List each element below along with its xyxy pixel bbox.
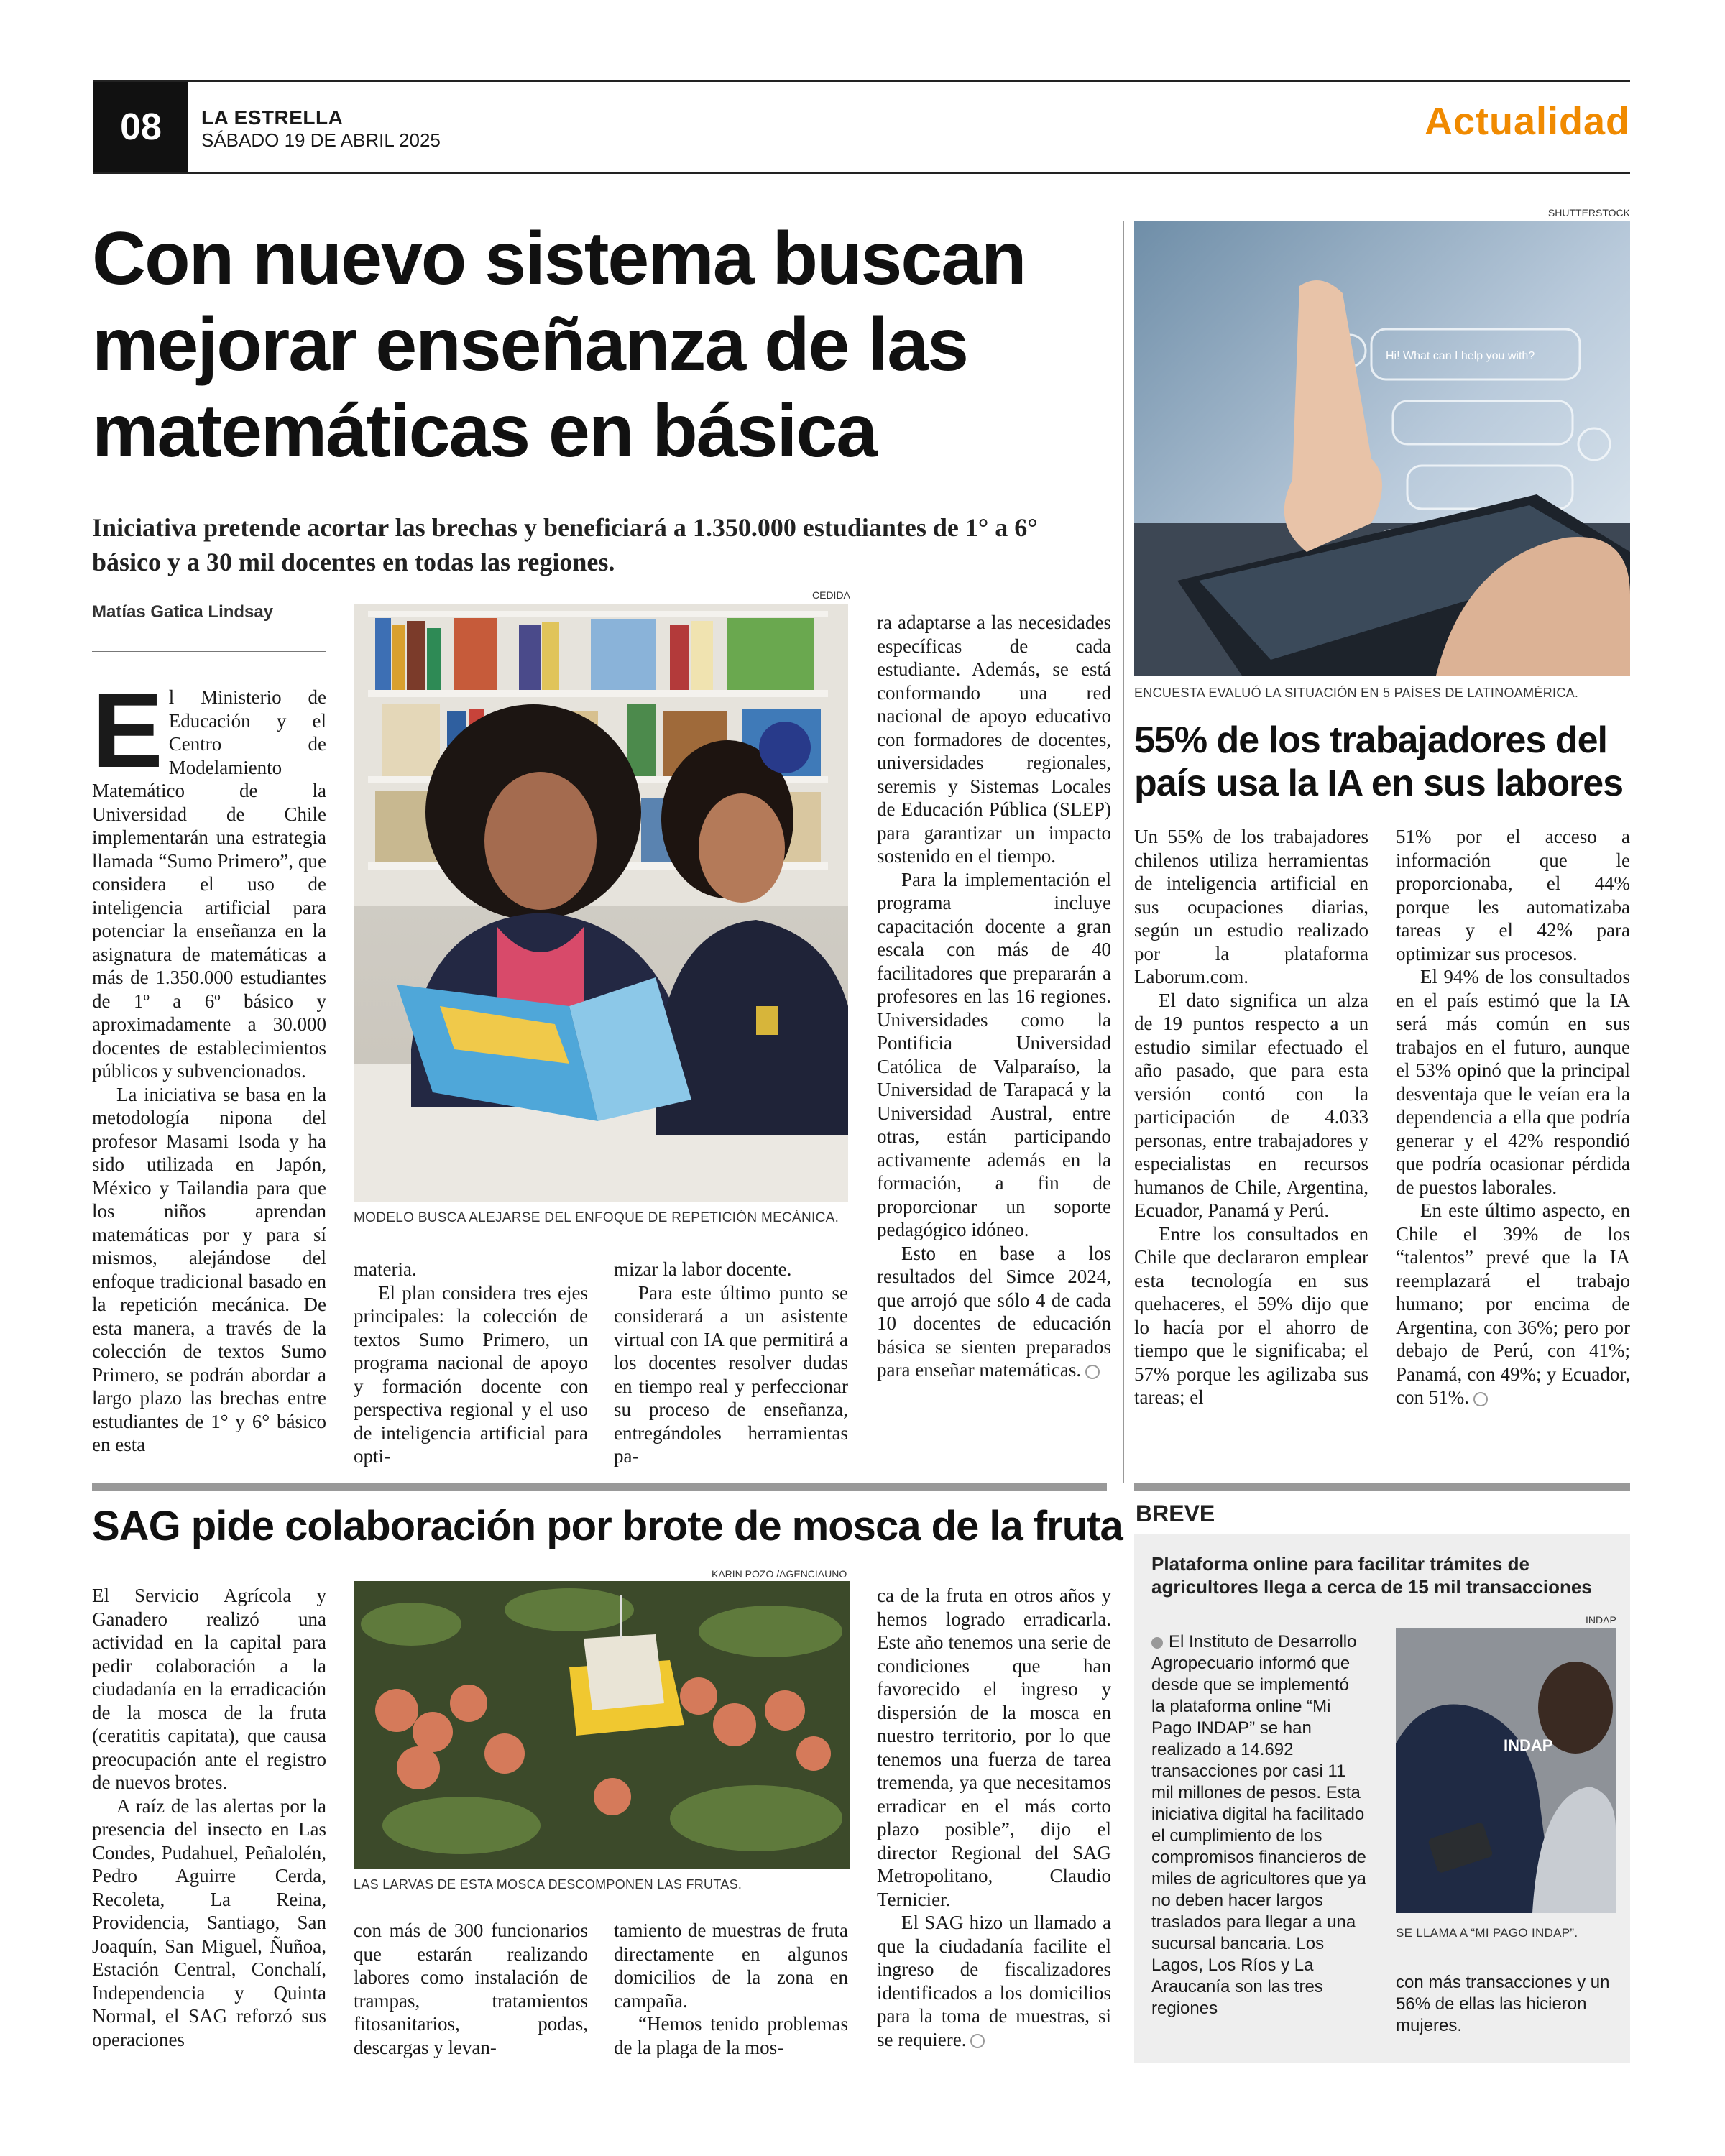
section-name: Actualidad	[1424, 100, 1630, 143]
brief-photo	[1396, 1628, 1616, 1913]
sag-col4-p1: ca de la fruta en otros años y hemos logrado erradicarla. Este año tenemos una serie de condiciones que han favorecido el ingreso y dispersión de la mosca en nuestro territorio, por lo que tenemos una fuerza de tarea tremenda, ya que necesitamos erradicar en el más corto plazo posible”, dijo el director Regional del SAG Metropolitano, Claudio Ternicier.	[877, 1585, 1111, 1910]
ai-col2-p1: 51% por el acceso a información que le proporcionaba, el 44% porque les automatizaba tareas y el 42% para optimizar sus procesos.	[1396, 826, 1630, 964]
ai-col1-p2: El dato significa un alza de 19 puntos respecto a un estudio similar efectuado el año pasado, que para esta versión contó con la participación de 4.033 personas, entre trabajadores y especialistas en recursos humanos de Chile, Argentina, Ecuador, Panamá y Perú.	[1134, 989, 1368, 1221]
brief-text-2: con más transacciones y un 56% de ellas las hicieron mujeres.	[1396, 1973, 1610, 2035]
main-col-4	[877, 611, 1111, 1382]
sag-col-3	[614, 1919, 848, 2059]
main-photo-credit: CEDIDA	[812, 589, 850, 601]
main-col3-p2: Para este último punto se considerará a un asistente virtual con IA que permitirá a los docentes resolver dudas en tiempo real y perfeccionar su proceso de enseñanza, entregándoles herramientas pa-	[614, 1281, 848, 1467]
sag-top-rule	[92, 1483, 1107, 1491]
sag-col4-p2: El SAG hizo un llamado a que la ciudadanía facilite el ingreso de fiscalizadores identificados a los domicilios para la toma de muestras, si se requiere.	[877, 1912, 1111, 2050]
dropcap: E	[92, 671, 163, 790]
main-col1-p2: La iniciativa se basa en la metodología nipona del profesor Masami Isoda y ha sido utilizada en Japón, México y Tailandia para que los niños aprendan matemáticas por y para sí mismos, alejándose del enfoque tradicional basado en la repetición mecánica. De esta manera, a través de la colección de textos Sumo Primero, se podrán abordar a largo plazo las brechas entre estudiantes de 1° y 6° básico en esta	[92, 1083, 326, 1455]
brief-label: BREVE	[1136, 1501, 1215, 1526]
main-photo	[354, 604, 848, 1202]
sag-photo-caption: LAS LARVAS DE ESTA MOSCA DESCOMPONEN LAS FRUTAS.	[354, 1877, 742, 1892]
phone-hand-illustration	[1134, 221, 1630, 676]
sag-col-4	[877, 1584, 1111, 2051]
sag-col-1	[92, 1584, 326, 2051]
brief-text-block	[1151, 1631, 1367, 2019]
brief-photo-caption: SE LLAMA A “MI PAGO INDAP”.	[1396, 1926, 1578, 1940]
ai-col2-p2: El 94% de los consultados en el país estimó que la IA será más común en sus trabajos en el futuro, aunque el 53% opinó que la principal desventaja que le veían era la dependencia a ella que podría generar y el 42% respondió que podría ocasionar pérdida de puestos laborales.	[1396, 966, 1630, 1198]
main-photo-caption: MODELO BUSCA ALEJARSE DEL ENFOQUE DE REPETICIÓN MECÁNICA.	[354, 1210, 840, 1225]
ai-col1-p3: Entre los consultados en Chile que declararon emplear esta tecnología en sus quehaceres, el 59% dijo que lo hacía por el ahorro de tiempo que le significaba; el 57% porque les agilizaba sus tareas; el	[1134, 1222, 1368, 1408]
ai-photo-credit: SHUTTERSTOCK	[1547, 207, 1630, 218]
sag-col1-p1: El Servicio Agrícola y Ganadero realizó una actividad en la capital para pedir colaboración a la ciudadanía en la erradicación de la mosca de la fruta (ceratitis capitata), que causa preocupación ante el registro de nuevos brotes.	[92, 1585, 326, 1793]
jacket-logo-text: INDAP	[1504, 1736, 1553, 1754]
main-col4-p2: Para la implementación el programa incluye capacitación docente a gran escala con más de 40 facilitadores que prepararán a profesores en las 16 regiones. Universidades como la Pontificia Universidad Católica de Valparaíso, la Universidad de Tarapacá y la Universidad Austral, entre otras, están participando activamente además en la formación, a fin de proporcionar un soporte pedagógico idóneo.	[877, 868, 1111, 1240]
brief-text-block-2	[1396, 1972, 1619, 2037]
fruit-trap-illustration	[354, 1581, 850, 1869]
teacher-student-illustration	[354, 604, 848, 1202]
ai-col2-p3: En este último aspecto, en Chile el 39% de los “talentos” prevé que la IA reemplazará el trabajo humano; por encima de Argentina, con 36%; pero por debajo de Perú, con 41%; Panamá, con 49%; y Ecuador, con 51%.	[1396, 1199, 1630, 1408]
ai-col-2	[1396, 825, 1630, 1409]
column-divider	[1123, 221, 1124, 1483]
ai-photo	[1134, 221, 1630, 676]
end-mark-icon	[1473, 1392, 1488, 1406]
issue-date: SÁBADO 19 DE ABRIL 2025	[201, 129, 441, 151]
main-col1-p1: l Ministerio de Educación y el Centro de Modelamiento Matemático de la Universidad de Chile implementarán una estrategia llamada “Sumo Primero”, que considera el uso de inteligencia artificial para potenciar la enseñanza en la asignatura de matemáticas a más de 1.350.000 estudiantes de 1º a 6º básico y aproximadamente a 30.000 docentes de establecimientos públicos y subvencionados.	[92, 686, 326, 1082]
ai-col-1	[1134, 825, 1368, 1409]
paper-name: LA ESTRELLA	[201, 106, 344, 129]
main-col-1	[92, 671, 326, 1457]
sag-photo	[354, 1581, 850, 1869]
main-headline: Con nuevo sistema buscan mejorar enseñanza de las matemáticas en básica	[92, 217, 1026, 473]
main-col3-p1: mizar la labor docente.	[614, 1258, 792, 1280]
sag-col3-p2: “Hemos tenido problemas de la plaga de la mos-	[614, 2013, 848, 2058]
end-mark-icon	[970, 2034, 985, 2048]
brief-headline: Plataforma online para facilitar trámites de agricultores llega a cerca de 15 mil transacciones	[1151, 1553, 1592, 1598]
page-number: 08	[120, 106, 162, 148]
brief-photo-credit: INDAP	[1586, 1614, 1616, 1626]
main-col2-p2: El plan considera tres ejes principales: la colección de textos Sumo Primero, un programa nacional de apoyo y formación docente con perspectiva regional y el uso de inteligencia artificial para opti-	[354, 1281, 588, 1467]
main-col2-p1: materia.	[354, 1258, 417, 1280]
sag-col-2	[354, 1919, 588, 2059]
main-col4-p1: ra adaptarse a las necesidades específicas de cada estudiante. Además, se está conformando una red nacional de apoyo educativo con formadores de docentes, universidades regionales, seremis y Sistemas Locales de Educación Pública (SLEP) para garantizar un impacto sostenido en el tiempo.	[877, 612, 1111, 867]
sag-col3-p1: tamiento de muestras de fruta directamente en algunos domicilios de la zona en campaña.	[614, 1920, 848, 2012]
page-number-box	[93, 82, 188, 172]
ai-headline: 55% de los trabajadores del país usa la IA en sus labores	[1134, 719, 1624, 804]
main-col-3	[614, 1258, 848, 1468]
ai-col1-p1: Un 55% de los trabajadores chilenos utiliza herramientas de inteligencia artificial en sus ocupaciones diarias, según un estudio realizado por la plataforma Laborum.com.	[1134, 826, 1368, 987]
sag-photo-credit: KARIN POZO /AGENCIAUNO	[712, 1568, 847, 1580]
sag-col2-p1: con más de 300 funcionarios que estarán realizando labores como instalación de trampas, tratamientos fitosanitarios, podas, descargas y levan-	[354, 1920, 588, 2058]
main-col4-p3: Esto en base a los resultados del Simce 2024, que arrojó que sólo 4 de cada 10 docentes de educación básica se sienten preparados para enseñar matemáticas.	[877, 1242, 1111, 1381]
end-mark-icon	[1085, 1365, 1100, 1379]
brief-text-1: El Instituto de Desarrollo Agropecuario informó que desde que se implementó la plataforma online “Mi Pago INDAP” se han realizado a 14.692 transacciones por casi 11 mil millones de pesos. Esta iniciativa digital ha facilitado el cumplimiento de los compromisos financieros de miles de agricultores que ya no deben hacer largos traslados para llegar a una sucursal bancaria. Los Lagos, Los Ríos y La Araucanía son las tres regiones	[1151, 1632, 1366, 2018]
ai-chat-screen-text: Hi! What can I help you with?	[1386, 350, 1535, 362]
sag-col1-p2: A raíz de las alertas por la presencia del insecto en Las Condes, Pudahuel, Peñalolén, Pedro Aguirre Cerda, Recoleta, La Reina, Providencia, Santiago, San Joaquín, San Miguel, Ñuñoa, Estación Central, Conchalí, Independencia y Quinta Normal, el SAG reforzó sus operaciones	[92, 1795, 326, 2050]
sag-headline: SAG pide colaboración por brote de mosca de la fruta	[92, 1503, 1123, 1549]
person-phone-illustration	[1396, 1628, 1616, 1913]
brief-bullet-icon	[1151, 1637, 1163, 1649]
ai-photo-caption: ENCUESTA EVALUÓ LA SITUACIÓN EN 5 PAÍSES DE LATINOAMÉRICA.	[1134, 686, 1579, 700]
main-col-2	[354, 1258, 588, 1468]
brief-top-rule	[1134, 1483, 1630, 1491]
byline: Matías Gatica Lindsay	[92, 602, 274, 622]
main-subhead: Iniciativa pretende acortar las brechas y beneficiará a 1.350.000 estudiantes de 1° a 6° básico y a 30 mil docentes en todas las regiones.	[92, 513, 1038, 576]
